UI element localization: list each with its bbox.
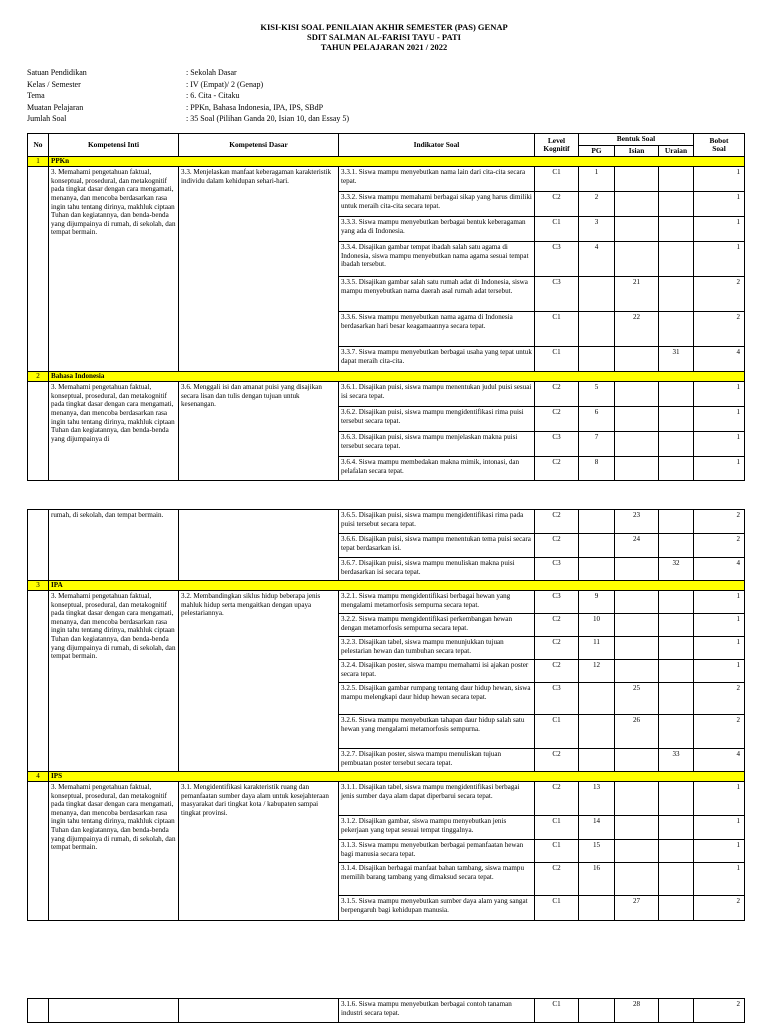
level-cell: C3 — [535, 277, 579, 312]
indikator-cell: 3.2.5. Disajikan gambar rumpang tentang daur hidup hewan, siswa mampu melengkapi daur hidup hewan secara tepat. — [339, 683, 535, 715]
section-number: 1 — [28, 157, 49, 167]
bobot-cell: 1 — [694, 457, 745, 481]
info-row — [27, 102, 349, 114]
bobot-cell: 2 — [694, 999, 745, 1023]
indikator-cell: 3.1.5. Siswa mampu menyebutkan sumber daya alam yang sangat berpengaruh bagi kehidupan manusia. — [339, 896, 535, 921]
indikator-cell: 3.3.5. Disajikan gambar salah satu rumah adat di Indonesia, siswa mampu menyebutkan nama daerah asal rumah adat tersebut. — [339, 277, 535, 312]
info-label: Kelas / Semester — [27, 79, 81, 89]
info-row — [27, 67, 349, 79]
isian-cell — [615, 660, 659, 683]
uraian-cell: 32 — [659, 558, 694, 581]
uraian-cell — [659, 715, 694, 749]
isian-cell — [615, 167, 659, 192]
bobot-cell: 1 — [694, 242, 745, 277]
level-cell: C2 — [535, 782, 579, 816]
indikator-cell: 3.3.6. Siswa mampu menyebutkan nama agama di Indonesia berdasarkan hari besar keagamaannya secara tepat. — [339, 312, 535, 347]
uraian-cell — [659, 457, 694, 481]
uraian-cell: 33 — [659, 749, 694, 772]
indikator-cell: 3.2.3. Disajikan tabel, siswa mampu menunjukkan tujuan pelestarian hewan dan tumbuhan secara tepat. — [339, 637, 535, 660]
pg-cell: 16 — [579, 863, 615, 896]
isian-cell: 21 — [615, 277, 659, 312]
isian-cell: 23 — [615, 510, 659, 534]
pg-cell — [579, 683, 615, 715]
level-cell: C2 — [535, 614, 579, 637]
isian-cell — [615, 432, 659, 457]
isian-cell — [615, 840, 659, 863]
indikator-cell: 3.6.1. Disajikan puisi, siswa mampu menentukan judul puisi sesuai isi secara tepat. — [339, 382, 535, 407]
kompetensi-dasar-cell: 3.1. Mengidentifikasi karakteristik ruang dan pemanfaatan sumber daya alam untuk kesejahteraan masyarakat dari tingkat kota / kabupaten sampai tingkat provinsi. — [179, 782, 339, 921]
bobot-cell: 1 — [694, 782, 745, 816]
bobot-cell: 1 — [694, 591, 745, 614]
indikator-cell: 3.3.7. Siswa mampu menyebutkan berbagai usaha yang tepat untuk dapat meraih cita-cita. — [339, 347, 535, 372]
col-header-level — [535, 134, 579, 157]
table-row — [28, 510, 745, 534]
pg-cell: 2 — [579, 192, 615, 217]
col-header-bobot — [694, 134, 745, 157]
bobot-cell: 2 — [694, 510, 745, 534]
level-cell: C2 — [535, 863, 579, 896]
uraian-cell — [659, 840, 694, 863]
indikator-cell: 3.1.2. Disajikan gambar, siswa mampu menyebutkan jenis pekerjaan yang tepat sesuai tempat tinggalnya. — [339, 816, 535, 840]
kisi-kisi-table-continued-2 — [27, 998, 745, 1023]
kompetensi-inti-cell: 3. Memahami pengetahuan faktual, konseptual, prosedural, dan metakognitif pada tingkat dasar dengan cara mengamati, menanya, dan mencoba berdasarkan rasa ingin tahu tentang dirinya, makhluk ciptaan Tuhan dan kegiatannya, dan benda-benda yang dijumpainya di rumah, di sekolah, dan tempat bermain. — [49, 591, 179, 772]
uraian-cell — [659, 683, 694, 715]
kompetensi-dasar-cell: 3.3. Menjelaskan manfaat keberagaman karakteristik individu dalam kehidupan sehari-hari. — [179, 167, 339, 372]
pg-cell: 14 — [579, 816, 615, 840]
bobot-cell: 1 — [694, 167, 745, 192]
indikator-cell: 3.3.1. Siswa mampu menyebutkan nama lain dari cita-cita secara tepat. — [339, 167, 535, 192]
uraian-cell — [659, 192, 694, 217]
table-block-1 — [27, 133, 744, 481]
level-cell: C2 — [535, 192, 579, 217]
indikator-cell: 3.1.4. Disajikan berbagai manfaat bahan tambang, siswa mampu memilih barang tambang yang dimaksud secara tepat. — [339, 863, 535, 896]
document-info — [27, 67, 349, 125]
isian-cell — [615, 347, 659, 372]
document-title-line-1: KISI-KISI SOAL PENILAIAN AKHIR SEMESTER (PAS) GENAP — [260, 22, 508, 32]
kompetensi-dasar-cell: 3.6. Menggali isi dan amanat puisi yang disajikan secara lisan dan tulis dengan tujuan untuk kesenangan. — [179, 382, 339, 481]
indikator-cell: 3.6.5. Disajikan puisi, siswa mampu mengidentifikasi rima pada puisi tersebut secara tepat. — [339, 510, 535, 534]
level-label-1: Level — [547, 135, 566, 145]
pg-cell — [579, 558, 615, 581]
section-title: Bahasa Indonesia — [49, 372, 745, 382]
section-number: 4 — [28, 772, 49, 782]
indikator-cell: 3.2.2. Siswa mampu mengidentifikasi perkembangan hewan dengan metamorfosis sempurna secara tepat. — [339, 614, 535, 637]
isian-cell: 26 — [615, 715, 659, 749]
indikator-cell: 3.2.7. Disajikan poster, siswa mampu menuliskan tujuan pembuatan poster tersebut secara tepat. — [339, 749, 535, 772]
pg-cell: 6 — [579, 407, 615, 432]
isian-cell — [615, 863, 659, 896]
pg-cell: 3 — [579, 217, 615, 242]
pg-cell — [579, 715, 615, 749]
isian-cell — [615, 192, 659, 217]
indikator-cell: 3.2.1. Siswa mampu mengidentifikasi berbagai hewan yang mengalami metamorfosis sempurna secara tepat. — [339, 591, 535, 614]
table-row — [28, 591, 745, 614]
table-row — [28, 167, 745, 192]
section-title: IPS — [49, 772, 745, 782]
section-row-bahasa-indonesia — [28, 372, 745, 382]
level-cell: C1 — [535, 896, 579, 921]
indikator-cell: 3.6.4. Siswa mampu membedakan makna mimik, intonasi, dan pelafalan secara tepat. — [339, 457, 535, 481]
kompetensi-inti-cell: 3. Memahami pengetahuan faktual, konseptual, prosedural, dan metakognitif pada tingkat dasar dengan cara mengamati, menanya, dan mencoba berdasarkan rasa ingin tahu tentang dirinya, makhluk ciptaan Tuhan dan kegiatannya, dan benda-benda yang dijumpainya di — [49, 382, 179, 481]
pg-cell — [579, 896, 615, 921]
pg-cell — [579, 510, 615, 534]
level-cell: C1 — [535, 347, 579, 372]
isian-cell — [615, 614, 659, 637]
isian-cell — [615, 217, 659, 242]
level-cell: C2 — [535, 510, 579, 534]
info-value: : 6. Cita - Citaku — [186, 91, 240, 100]
indikator-cell: 3.6.3. Disajikan puisi, siswa mampu menjelaskan makna puisi tersebut secara tepat. — [339, 432, 535, 457]
info-label: Tema — [27, 91, 45, 100]
bobot-cell: 1 — [694, 660, 745, 683]
isian-cell: 25 — [615, 683, 659, 715]
level-cell: C3 — [535, 683, 579, 715]
uraian-cell — [659, 637, 694, 660]
bobot-cell: 1 — [694, 614, 745, 637]
pg-cell: 5 — [579, 382, 615, 407]
isian-cell: 27 — [615, 896, 659, 921]
bobot-cell: 1 — [694, 407, 745, 432]
section-title: PPKn — [49, 157, 745, 167]
isian-cell — [615, 782, 659, 816]
indikator-cell: 3.1.1. Disajikan tabel, siswa mampu mengidentifikasi berbagai jenis sumber daya alam dapat diperbarui secara tepat. — [339, 782, 535, 816]
document-title-line-2: SDIT SALMAN AL-FARISI TAYU - PATI — [307, 32, 461, 42]
bobot-cell: 1 — [694, 192, 745, 217]
level-cell: C2 — [535, 457, 579, 481]
uraian-cell — [659, 591, 694, 614]
bobot-cell: 2 — [694, 312, 745, 347]
table-row — [28, 382, 745, 407]
isian-cell — [615, 242, 659, 277]
pg-cell: 7 — [579, 432, 615, 457]
kompetensi-inti-cell: 3. Memahami pengetahuan faktual, konseptual, prosedural, dan metakognitif pada tingkat dasar dengan cara mengamati, menanya, dan mencoba berdasarkan rasa ingin tahu tentang dirinya, makhluk ciptaan Tuhan dan kegiatannya, dan benda-benda yang dijumpainya di rumah, di sekolah, dan tempat bermain. — [49, 782, 179, 921]
bobot-cell: 2 — [694, 683, 745, 715]
uraian-cell — [659, 614, 694, 637]
bobot-label-2: Soal — [712, 144, 726, 154]
uraian-cell — [659, 863, 694, 896]
document-title-line-3: TAHUN PELAJARAN 2021 / 2022 — [320, 42, 448, 52]
bobot-cell: 4 — [694, 558, 745, 581]
uraian-cell — [659, 407, 694, 432]
pg-cell: 9 — [579, 591, 615, 614]
isian-cell — [615, 558, 659, 581]
isian-cell — [615, 457, 659, 481]
uraian-cell — [659, 277, 694, 312]
indikator-cell: 3.3.2. Siswa mampu memahami berbagai sikap yang harus dimiliki untuk meraih cita-cita secara tepat. — [339, 192, 535, 217]
bobot-cell: 2 — [694, 277, 745, 312]
level-cell: C1 — [535, 999, 579, 1023]
uraian-cell — [659, 217, 694, 242]
isian-cell: 22 — [615, 312, 659, 347]
uraian-cell — [659, 816, 694, 840]
isian-cell — [615, 382, 659, 407]
level-cell: C1 — [535, 312, 579, 347]
pg-cell: 4 — [579, 242, 615, 277]
level-cell: C2 — [535, 749, 579, 772]
info-row — [27, 113, 349, 125]
isian-cell: 28 — [615, 999, 659, 1023]
indikator-cell: 3.3.3. Siswa mampu menyebutkan berbagai bentuk keberagaman yang ada di Indonesia. — [339, 217, 535, 242]
indikator-cell: 3.6.7. Disajikan puisi, siswa mampu menuliskan makna puisi berdasarkan isi secara tepat. — [339, 558, 535, 581]
info-row — [27, 90, 349, 102]
col-header-isian: Isian — [615, 145, 659, 157]
pg-cell: 11 — [579, 637, 615, 660]
isian-cell — [615, 591, 659, 614]
bobot-cell: 4 — [694, 347, 745, 372]
level-cell: C3 — [535, 591, 579, 614]
info-row — [27, 79, 349, 91]
level-cell: C3 — [535, 242, 579, 277]
table-block-2 — [27, 509, 744, 921]
bobot-cell: 4 — [694, 749, 745, 772]
bobot-cell: 2 — [694, 896, 745, 921]
level-cell: C2 — [535, 637, 579, 660]
isian-cell — [615, 637, 659, 660]
pg-cell — [579, 999, 615, 1023]
level-cell: C1 — [535, 816, 579, 840]
table-row — [28, 782, 745, 816]
uraian-cell — [659, 312, 694, 347]
uraian-cell — [659, 999, 694, 1023]
indikator-cell: 3.6.6. Disajikan puisi, siswa mampu menentukan tema puisi secara tepat berdasarkan isi. — [339, 534, 535, 558]
isian-cell — [615, 407, 659, 432]
uraian-cell — [659, 432, 694, 457]
level-cell: C1 — [535, 217, 579, 242]
indikator-cell: 3.1.6. Siswa mampu menyebutkan berbagai contoh tanaman industri secara tepat. — [339, 999, 535, 1023]
section-number: 3 — [28, 581, 49, 591]
bobot-cell: 1 — [694, 382, 745, 407]
uraian-cell — [659, 242, 694, 277]
info-label: Satuan Pendidikan — [27, 68, 87, 77]
bobot-cell: 1 — [694, 432, 745, 457]
pg-cell: 8 — [579, 457, 615, 481]
level-cell: C2 — [535, 382, 579, 407]
section-row-ipa — [28, 581, 745, 591]
col-header-indikator: Indikator Soal — [339, 134, 535, 157]
bobot-cell: 2 — [694, 715, 745, 749]
section-title: IPA — [49, 581, 745, 591]
pg-cell: 1 — [579, 167, 615, 192]
pg-cell — [579, 277, 615, 312]
bobot-cell: 1 — [694, 217, 745, 242]
isian-cell: 24 — [615, 534, 659, 558]
level-cell: C2 — [535, 534, 579, 558]
uraian-cell — [659, 534, 694, 558]
pg-cell — [579, 534, 615, 558]
uraian-cell — [659, 660, 694, 683]
indikator-cell: 3.6.2. Disajikan puisi, siswa mampu mengidentifikasi rima puisi tersebut secara tepat. — [339, 407, 535, 432]
level-cell: C3 — [535, 432, 579, 457]
level-cell: C1 — [535, 840, 579, 863]
pg-cell: 12 — [579, 660, 615, 683]
table-row — [28, 999, 745, 1023]
info-label: Muatan Pelajaran — [27, 102, 84, 112]
uraian-cell — [659, 510, 694, 534]
level-cell: C1 — [535, 167, 579, 192]
col-header-uraian: Uraian — [659, 145, 694, 157]
pg-cell — [579, 749, 615, 772]
section-number: 2 — [28, 372, 49, 382]
table-block-3 — [27, 998, 744, 1023]
level-label-2: Kognitif — [543, 144, 570, 154]
bobot-cell: 1 — [694, 840, 745, 863]
info-value: : 35 Soal (Pilihan Ganda 20, Isian 10, dan Essay 5) — [186, 114, 350, 123]
uraian-cell — [659, 896, 694, 921]
section-row-ppkn — [28, 157, 745, 167]
kompetensi-dasar-cell: 3.2. Membandingkan siklus hidup beberapa jenis mahluk hidup serta mengaitkan dengan upaya pelestariannya. — [179, 591, 339, 772]
indikator-cell: 3.2.4. Disajikan poster, siswa mampu memahami isi ajakan poster secara tepat. — [339, 660, 535, 683]
kompetensi-inti-cell: rumah, di sekolah, dan tempat bermain. — [49, 510, 179, 581]
kisi-kisi-table-continued — [27, 509, 745, 921]
info-value: : IV (Empat)/ 2 (Genap) — [186, 79, 264, 89]
isian-cell — [615, 816, 659, 840]
col-header-bentuk-soal: Bentuk Soal — [579, 134, 694, 146]
level-cell: C2 — [535, 660, 579, 683]
bobot-label-1: Bobot — [709, 135, 729, 145]
pg-cell: 15 — [579, 840, 615, 863]
col-header-kompetensi-inti: Kompetensi Inti — [49, 134, 179, 157]
bobot-cell: 1 — [694, 863, 745, 896]
level-cell: C2 — [535, 407, 579, 432]
pg-cell: 13 — [579, 782, 615, 816]
col-header-kompetensi-dasar: Kompetensi Dasar — [179, 134, 339, 157]
isian-cell — [615, 749, 659, 772]
kisi-kisi-table — [27, 133, 745, 481]
uraian-cell — [659, 167, 694, 192]
info-label: Jumlah Soal — [27, 114, 67, 123]
indikator-cell: 3.3.4. Disajikan gambar tempat ibadah salah satu agama di Indonesia, siswa mampu menyebutkan nama agama sesuai tempat ibadah tersebut. — [339, 242, 535, 277]
info-value: : PPKn, Bahasa Indonesia, IPA, IPS, SBdP — [186, 102, 324, 112]
section-row-ips — [28, 772, 745, 782]
pg-cell: 10 — [579, 614, 615, 637]
level-cell: C1 — [535, 715, 579, 749]
level-cell: C3 — [535, 558, 579, 581]
bobot-cell: 2 — [694, 534, 745, 558]
uraian-cell — [659, 382, 694, 407]
uraian-cell: 31 — [659, 347, 694, 372]
uraian-cell — [659, 782, 694, 816]
info-value: : Sekolah Dasar — [186, 68, 237, 77]
pg-cell — [579, 347, 615, 372]
bobot-cell: 1 — [694, 637, 745, 660]
col-header-no: No — [28, 134, 49, 157]
bobot-cell: 1 — [694, 816, 745, 840]
kompetensi-inti-cell: 3. Memahami pengetahuan faktual, konseptual, prosedural, dan metakognitif pada tingkat dasar dengan cara mengamati, menanya, dan mencoba berdasarkan rasa ingin tahu tentang dirinya, makhluk ciptaan Tuhan dan kegiatannya, dan benda-benda yang dijumpainya di rumah, di sekolah, dan tempat bermain. — [49, 167, 179, 372]
pg-cell — [579, 312, 615, 347]
indikator-cell: 3.1.3. Siswa mampu menyebutkan berbagai pemanfaatan hewan bagi manusia secara tepat. — [339, 840, 535, 863]
col-header-pg: PG — [579, 145, 615, 157]
indikator-cell: 3.2.6. Siswa mampu menyebutkan tahapan daur hidup salah satu hewan yang mengalami metamorfosis sempurna. — [339, 715, 535, 749]
